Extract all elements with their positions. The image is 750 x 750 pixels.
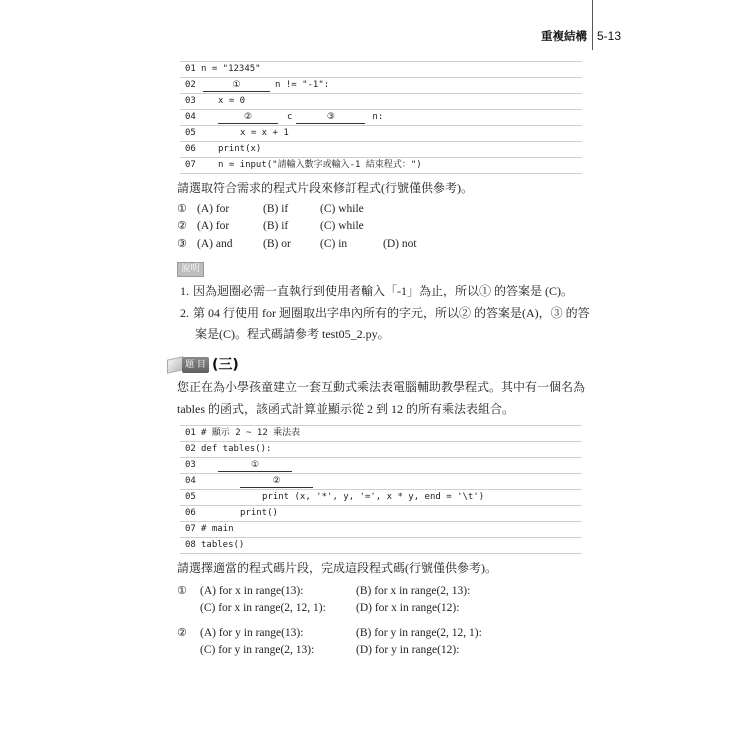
answer-blank-2: ② [240,476,313,488]
option-choice: (A) for x in range(13): [200,585,304,597]
line-number: 06 [185,508,196,518]
code-text: # 顯示 2 ~ 12 乘法表 [201,428,301,438]
code-line [180,505,582,521]
option-choice: (C) while [320,220,364,232]
code-text: n = input("請輸入數字或輸入-1 結束程式：") [218,160,422,170]
question-prompt: 請選擇適當的程式碼片段，完成這段程式碼(行號僅供參考)。 [177,561,497,575]
line-number: 08 [185,540,196,550]
code-text [218,458,292,473]
option-marker: ① [177,584,187,597]
explanation-text: 案是(C)。程式碼請參考 test05_2.py。 [195,327,390,341]
code-listing-2 [180,425,582,554]
explanation-text: 第 04 行使用 for 迴圈取出字串內所有的字元，所以② 的答案是(A)，③ 的答 [193,306,590,320]
code-line [180,157,582,173]
header-divider [592,0,593,50]
line-number: 07 [185,160,196,170]
option-choice: (D) not [383,238,417,250]
option-choice: (A) for [197,203,230,215]
code-line [180,537,582,553]
code-text: print(x) [218,144,262,154]
answer-blank-1: ① [218,460,292,472]
explanation-text: 因為迴圈必需一直執行到使用者輸入「-1」為止，所以① 的答案是 (C)。 [193,284,573,298]
line-number: 04 [185,112,196,122]
code-line [180,473,582,489]
problem-intro: 您正在為小學孩童建立一套互動式乘法表電腦輔助教學程式。其中有一個名為 [177,380,586,394]
code-line [180,457,582,473]
code-text: print() [240,508,278,518]
code-fragment: c [287,112,293,122]
line-number: 01 [185,64,196,74]
option-choice: (C) for x in range(2, 12, 1): [200,602,326,614]
option-choice: (B) or [263,238,291,250]
option-choice: (B) for y in range(2, 12, 1): [356,627,482,639]
line-number: 03 [185,96,196,106]
answer-blank-1: ① [203,80,270,92]
page-number: 5-13 [597,29,622,43]
code-text: x = 0 [218,96,246,106]
code-line [180,441,582,457]
problem-badge: 題 目 [182,357,209,373]
line-number: 06 [185,144,196,154]
code-text [240,474,313,489]
option-marker: ③ [177,237,187,250]
code-line [180,93,582,109]
line-number: 01 [185,428,196,438]
explanation-number: 1. [180,284,189,298]
option-marker: ② [177,626,187,639]
line-number: 03 [185,460,196,470]
code-line [180,109,582,125]
option-marker: ② [177,219,187,232]
answer-blank-3: ③ [296,112,365,124]
line-number: 04 [185,476,196,486]
line-number: 07 [185,524,196,534]
explanation-label: 說明 [177,262,204,277]
book-icon [167,356,183,373]
code-line [180,61,582,77]
line-number: 05 [185,128,196,138]
line-number: 02 [185,444,196,454]
code-fragment: n != "-1": [275,80,330,90]
code-line [180,521,582,537]
problem-title: (三) [212,357,239,373]
option-choice: (A) for y in range(13): [200,627,304,639]
code-line [180,77,582,93]
code-text: tables() [201,540,245,550]
code-text [218,110,383,125]
code-fragment: n: [372,112,384,122]
option-marker: ① [177,202,187,215]
option-choice: (B) for x in range(2, 13): [356,585,471,597]
option-choice: (B) if [263,220,289,232]
code-line [180,141,582,157]
code-text: print (x, '*', y, '=', x * y, end = '\t') [262,492,485,502]
option-choice: (C) in [320,238,348,250]
chapter-title: 重複結構 [541,29,587,43]
code-text: def tables(): [201,444,272,454]
problem-intro: tables 的函式，該函式計算並顯示從 2 到 12 的所有乘法表組合。 [177,402,514,416]
option-choice: (D) for x in range(12): [356,602,460,614]
option-choice: (B) if [263,203,289,215]
line-number: 05 [185,492,196,502]
code-line [180,125,582,141]
option-choice: (C) for y in range(2, 13): [200,644,315,656]
code-text [203,78,329,93]
option-choice: (A) for [197,220,230,232]
code-text: n = "12345" [201,64,261,74]
code-line [180,425,582,441]
option-choice: (A) and [197,238,233,250]
code-text: # main [201,524,234,534]
explanation-number: 2. [180,306,189,320]
code-text: x = x + 1 [240,128,289,138]
code-listing-1 [180,61,582,174]
code-line [180,489,582,505]
question-prompt: 請選取符合需求的程式片段來修訂程式(行號僅供參考)。 [177,181,473,195]
option-choice: (C) while [320,203,364,215]
option-choice: (D) for y in range(12): [356,644,460,656]
answer-blank-2: ② [218,112,278,124]
line-number: 02 [185,80,196,90]
